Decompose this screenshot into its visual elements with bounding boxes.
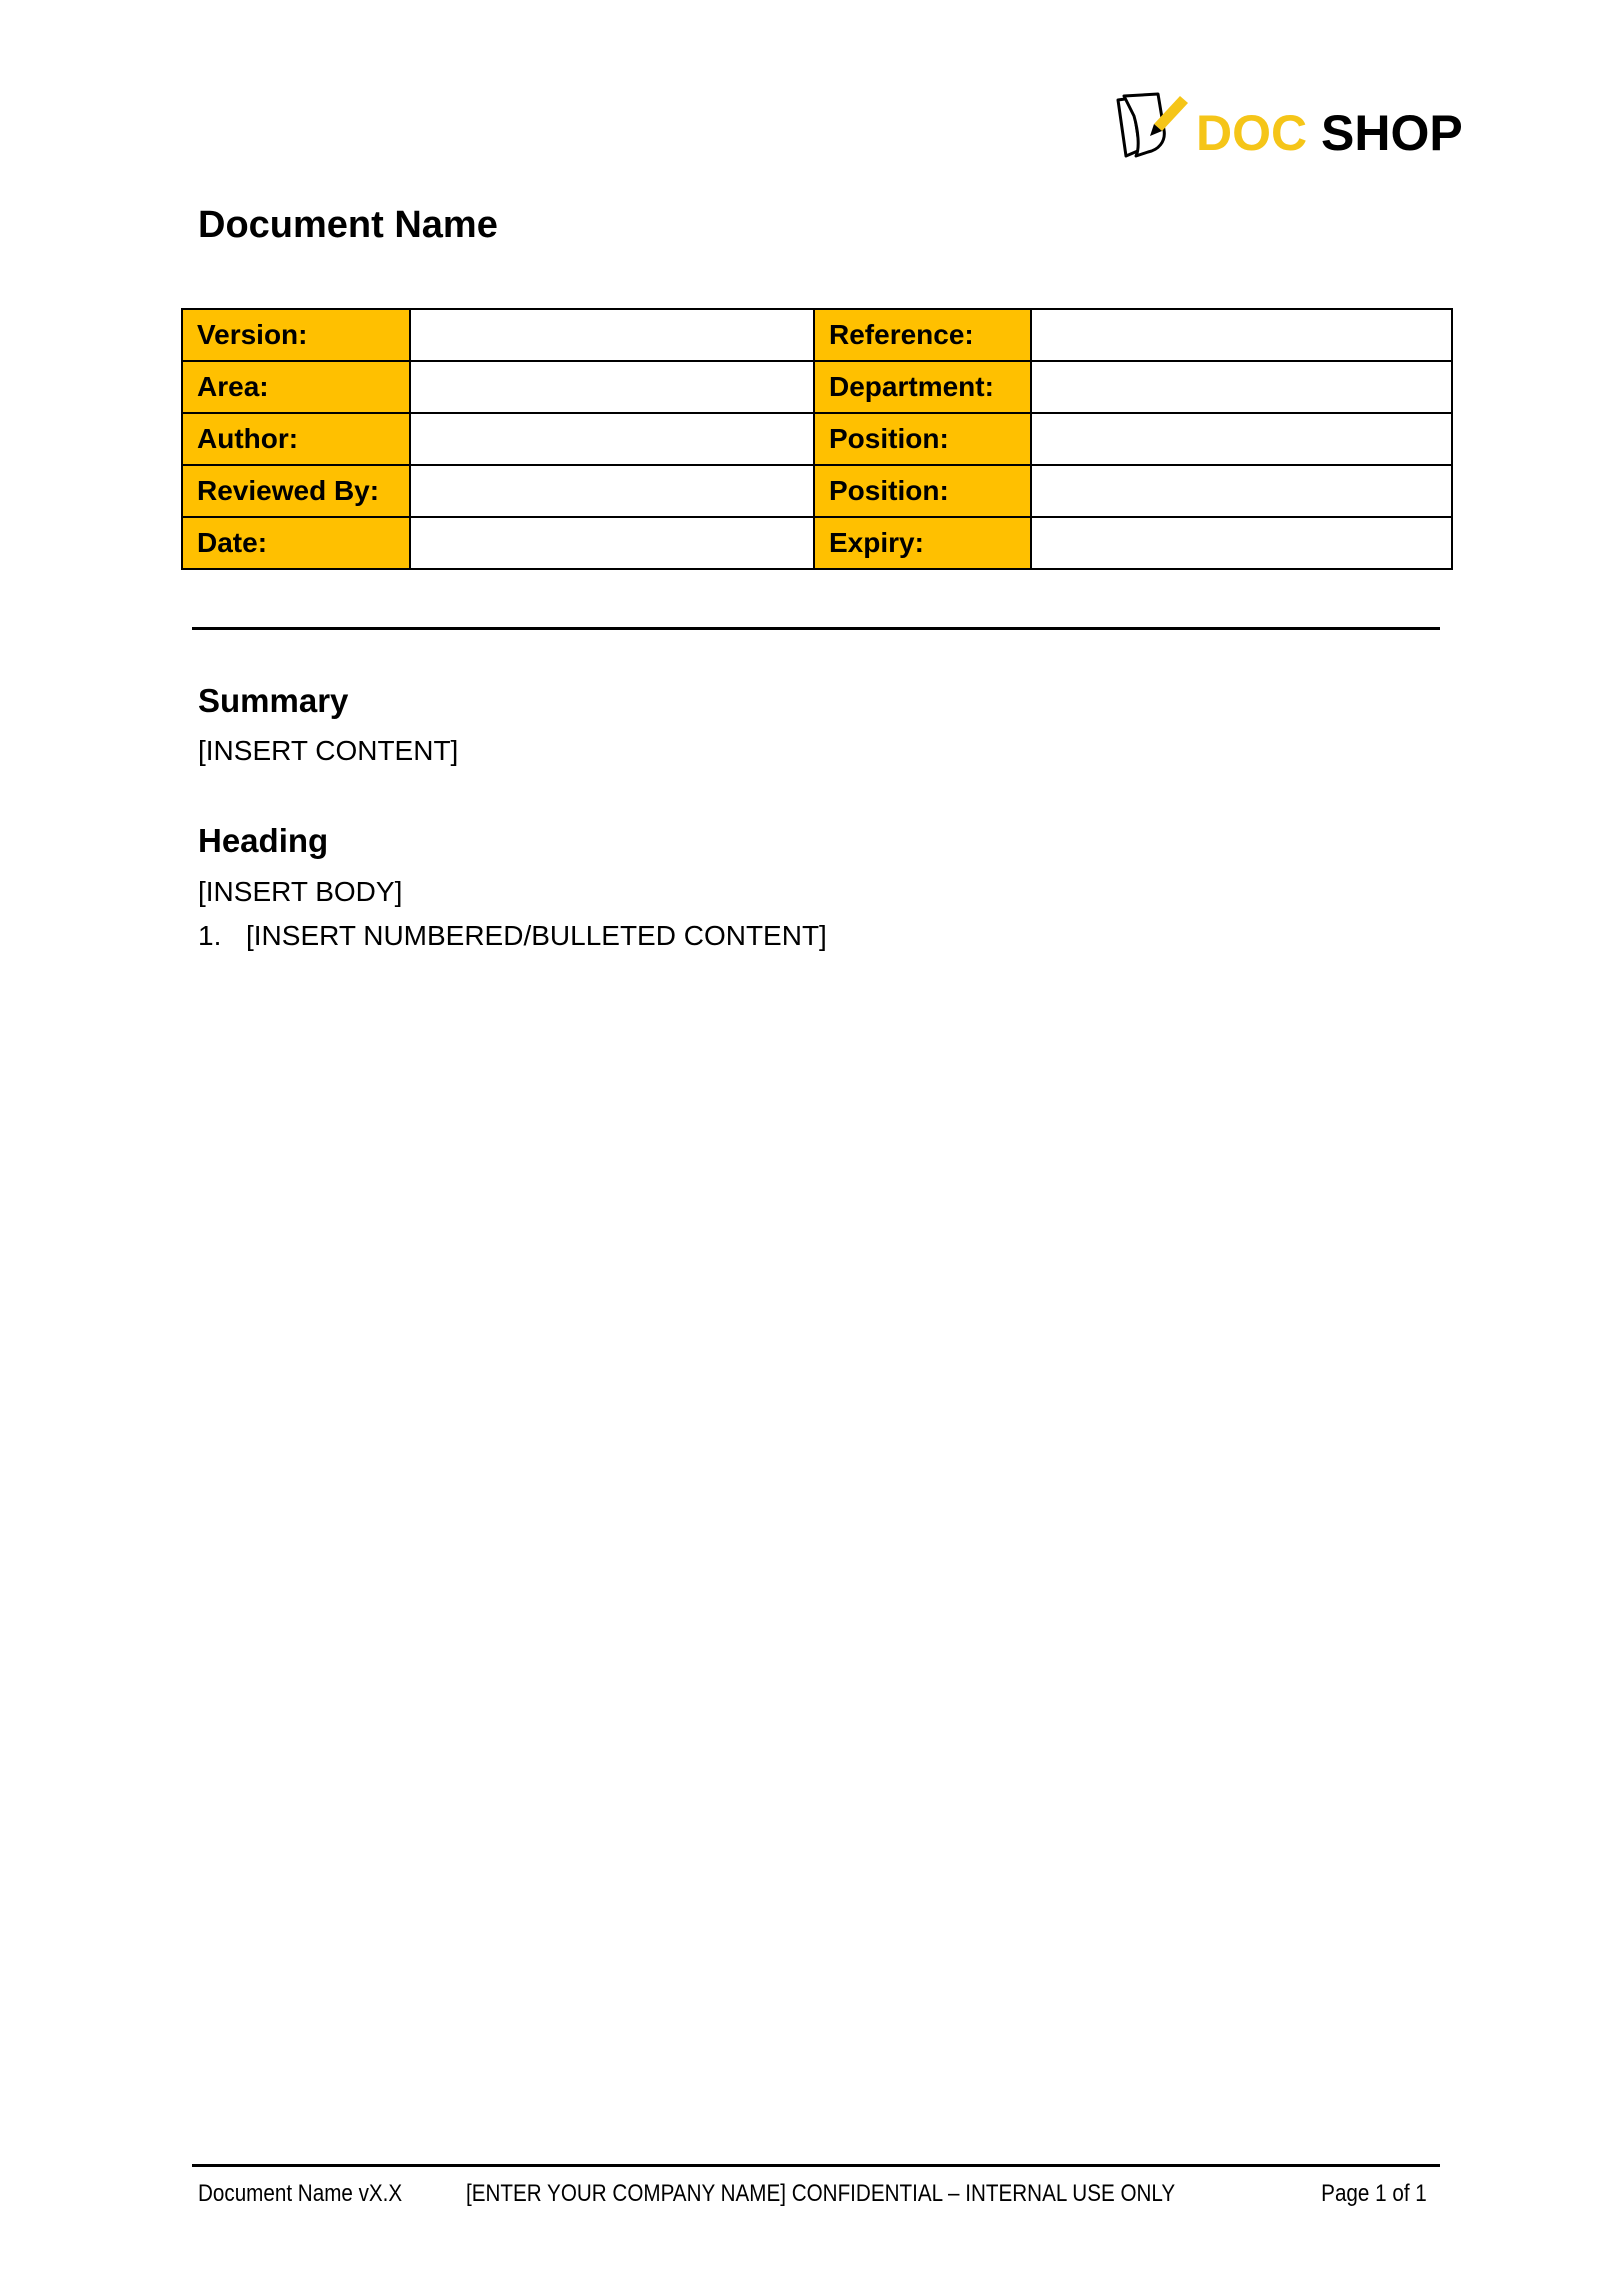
footer-divider (192, 2164, 1440, 2167)
doc-shop-logo (1110, 90, 1463, 170)
version-value[interactable] (410, 309, 814, 361)
section-body: [INSERT BODY] (198, 876, 403, 907)
date-label: Date: (182, 517, 410, 569)
table-row (182, 361, 1452, 413)
table-row (182, 465, 1452, 517)
footer-document-version: Document Name vX.X (198, 2180, 403, 2207)
author-label: Author: (182, 413, 410, 465)
table-row (182, 413, 1452, 465)
department-label: Department: (814, 361, 1031, 413)
reviewer-position-value[interactable] (1031, 465, 1452, 517)
department-value[interactable] (1031, 361, 1452, 413)
date-value[interactable] (410, 517, 814, 569)
pencil-notebook-icon (1110, 90, 1200, 170)
expiry-label: Expiry: (814, 517, 1031, 569)
document-info-table (181, 308, 1453, 570)
summary-body: [INSERT CONTENT] (198, 735, 459, 766)
logo-word-shop: SHOP (1321, 105, 1463, 161)
summary-heading: Summary (198, 682, 349, 719)
author-position-label: Position: (814, 413, 1031, 465)
logo-word-doc: DOC (1196, 105, 1308, 161)
reference-label: Reference: (814, 309, 1031, 361)
expiry-value[interactable] (1031, 517, 1452, 569)
author-value[interactable] (410, 413, 814, 465)
area-label: Area: (182, 361, 410, 413)
section-heading: Heading (198, 822, 329, 859)
reviewer-position-label: Position: (814, 465, 1031, 517)
list-item: [INSERT NUMBERED/BULLETED CONTENT] (246, 920, 827, 951)
area-value[interactable] (410, 361, 814, 413)
reviewed-by-value[interactable] (410, 465, 814, 517)
author-position-value[interactable] (1031, 413, 1452, 465)
reviewed-by-label: Reviewed By: (182, 465, 410, 517)
footer-page-number: Page 1 of 1 (1321, 2180, 1427, 2207)
table-row (182, 309, 1452, 361)
logo-wordmark (1196, 104, 1463, 162)
footer-confidentiality: [ENTER YOUR COMPANY NAME] CONFIDENTIAL – INTERNAL USE ONLY (466, 2180, 1176, 2207)
reference-value[interactable] (1031, 309, 1452, 361)
table-row (182, 517, 1452, 569)
version-label: Version: (182, 309, 410, 361)
header-divider (192, 627, 1440, 630)
document-title: Document Name (198, 204, 498, 246)
list-item-number: 1. (198, 920, 222, 951)
